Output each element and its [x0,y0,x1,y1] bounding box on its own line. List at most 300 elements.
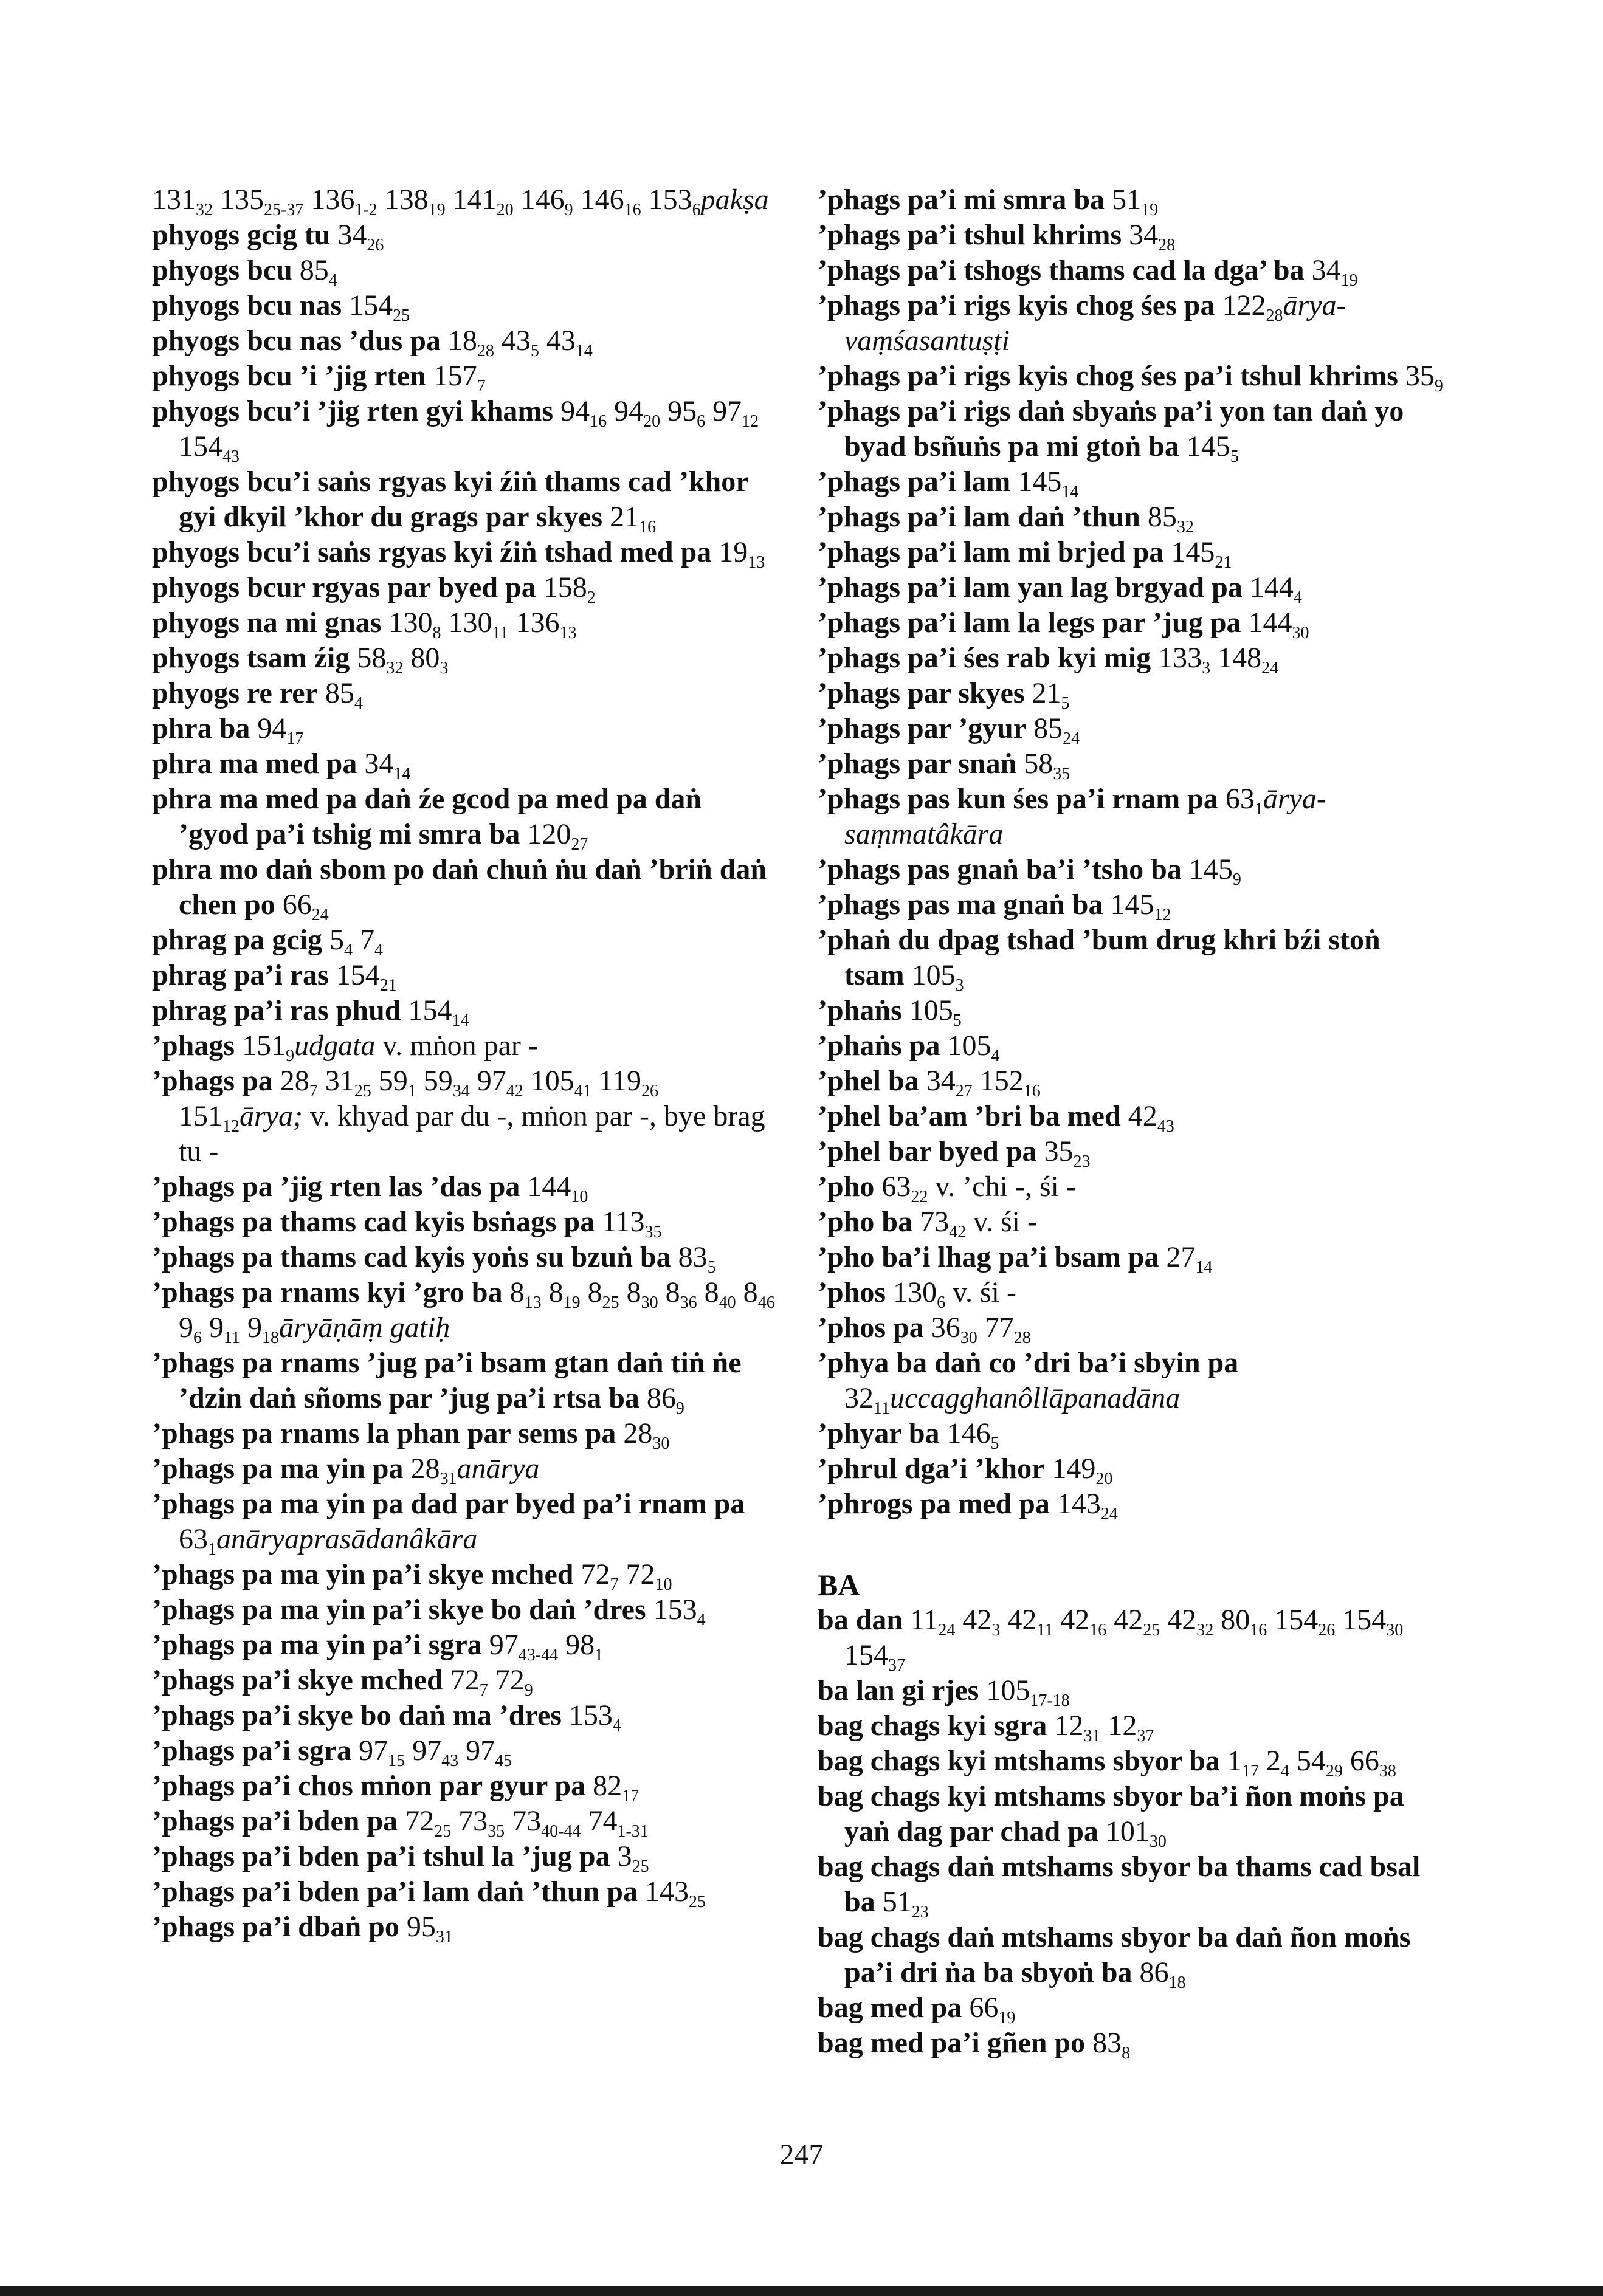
page-number-ref: 153 [648,184,692,216]
right-column [818,182,1444,2061]
index-entry [818,1240,1444,1275]
index-entry [818,923,1444,993]
entry-headword: ’phos [818,1276,886,1308]
sanskrit-equivalent: pakṣa [700,184,769,216]
line-number-ref: 7 [479,1680,488,1700]
page-reference [384,184,446,219]
line-number-ref: 16 [1089,1620,1107,1640]
line-number-ref: 27 [955,1081,973,1101]
page-reference [1018,466,1079,501]
page-number-ref: 94 [614,395,644,427]
page-number-ref: 154 [1274,1604,1319,1636]
page-reference [984,1311,1031,1347]
line-number-ref: 32 [1196,1620,1214,1640]
page-reference [477,1065,523,1101]
line-number-ref: 4 [354,693,363,713]
line-number-ref: 25 [434,1821,452,1841]
page-number-ref: 151 [242,1029,286,1062]
page-number-ref: 42 [1128,1100,1157,1132]
ba-entries [818,1603,1444,2061]
page-number-ref: 101 [1105,1815,1150,1847]
page-reference [548,1276,581,1312]
sanskrit-equivalent: ārya-saṃmatâkāra [844,783,1326,850]
page-reference [1221,1604,1267,1640]
line-number-ref: 32 [196,200,213,219]
index-entry [818,1487,1444,1522]
line-number-ref: 6 [193,1328,202,1347]
entry-headword: phyogs gcig tu [152,219,331,251]
index-entry [818,570,1444,605]
index-entry [152,394,778,464]
page-number-ref: 143 [644,1875,689,1908]
line-number-ref: 14 [1061,482,1079,501]
page-reference [433,360,486,396]
page-number-ref: 35 [1044,1135,1074,1167]
index-entry [152,182,778,218]
line-number-ref: 3 [440,658,449,678]
entry-headword: ’phaṅ du dpag tshad ’bum drug khri bźi stoṅ tsam [818,924,1381,991]
entry-headword: phra mo daṅ sbom po daṅ chuṅ ṅu daṅ ’briṅ daṅ chen po [152,853,767,921]
page-reference [209,1311,240,1347]
page-reference [466,1734,512,1770]
page-number-ref: 66 [282,888,312,921]
page-reference [1139,1956,1186,1992]
index-entry [152,253,778,288]
entry-headword: ’phags pa’i skye bo daṅ ma ’dres [152,1699,562,1731]
page-reference [909,994,962,1030]
entry-headword: phra ma med pa daṅ źe gcod pa med pa daṅ ’gyod pa’i tshig mi smra ba [152,783,702,850]
line-number-ref: 17 [1241,1761,1259,1781]
line-number-ref: 10 [655,1575,672,1594]
page-number-ref: 145 [1188,853,1233,885]
line-number-ref: 1-31 [617,1821,649,1841]
index-entry [152,1028,778,1064]
line-number-ref: 23 [911,1902,929,1922]
index-entry [152,1663,778,1698]
line-number-ref: 24 [311,905,329,924]
line-number-ref: 20 [496,200,514,219]
line-number-ref: 11 [492,623,509,642]
page-reference [1222,289,1283,325]
page-reference [743,1276,775,1312]
entry-headword: bag chags daṅ mtshams sbyor ba thams cad bsal ba [818,1851,1421,1918]
page-number-ref: 113 [602,1206,645,1238]
line-number-ref: 25 [688,1892,706,1911]
page-number-ref: 63 [881,1170,911,1203]
entry-headword: ’phel bar byed pa [818,1135,1037,1167]
index-entry [818,394,1444,464]
line-number-ref: 16 [639,517,657,537]
line-number-ref: 30 [641,1293,658,1312]
index-entry [818,500,1444,535]
page-number-ref: 8 [626,1276,641,1308]
line-number-ref: 43 [441,1751,459,1770]
entry-headword: bag med pa’i gñen po [818,2027,1086,2059]
page-number-ref: 154 [844,1639,888,1671]
page-reference [364,748,411,783]
page-reference [979,1065,1041,1101]
page-reference [560,395,607,431]
page-reference [257,712,304,748]
entry-headword: ’phags pa’i chos mṅon par gyur pa [152,1770,586,1802]
scan-edge [0,2286,1603,2296]
line-number-ref: 4 [612,1716,621,1735]
page-number-ref: 105 [911,959,956,991]
page-number-ref: 1 [1227,1745,1242,1777]
page-reference [357,642,404,678]
line-number-ref: 5 [1230,447,1239,466]
line-number-ref: 26 [641,1081,658,1101]
entry-headword: ’phags pa’i śes rab kyi mig [818,642,1151,674]
page-reference [179,1311,202,1347]
entry-headword: ’phags pa’i bden pa [152,1805,398,1837]
page-number-ref: 73 [920,1206,950,1238]
index-entry [818,852,1444,887]
page-number-ref: 8 [509,1276,525,1308]
entry-headword: ’phags pa’i lam la legs par ’jug pa [818,607,1241,639]
page-number: 247 [779,2139,824,2171]
page-reference [910,1604,956,1640]
sanskrit-equivalent: udgata [294,1029,376,1062]
page-reference [881,1170,928,1206]
entry-headword: ’pho ba [818,1206,913,1238]
page-number-ref: 2 [1266,1745,1281,1777]
page-number-ref: 154 [336,959,380,991]
line-number-ref: 25-37 [264,200,304,219]
page-reference [667,395,706,431]
page-reference [543,571,596,607]
index-entry [818,1064,1444,1099]
page-reference [844,1382,890,1418]
page-reference [337,219,384,255]
line-number-ref: 2 [587,588,596,607]
page-number-ref: 130 [388,607,433,639]
entry-headword: phra ba [152,712,250,744]
line-number-ref: 21 [1215,552,1232,572]
page-number-ref: 85 [1147,501,1177,533]
page-reference [587,1276,619,1312]
line-number-ref: 12 [222,1116,240,1136]
page-reference [336,959,397,995]
page-number-ref: 32 [844,1382,874,1414]
page-reference [311,184,377,219]
page-reference [450,1664,488,1700]
page-number-ref: 31 [325,1065,354,1097]
line-number-ref: 4 [1280,1761,1289,1781]
page-reference [1248,607,1309,642]
page-number-ref: 34 [1129,219,1159,251]
page-number-ref: 42 [1114,1604,1143,1636]
page-reference [1112,184,1159,219]
index-entry [152,1909,778,1945]
line-number-ref: 16 [590,411,607,431]
entry-headword: ’phags pa’i lam [818,466,1011,498]
page-reference [588,1805,649,1841]
index-entry [152,1346,778,1416]
line-number-ref: 35 [1053,764,1070,783]
cross-reference: v. mṅon par - [382,1029,538,1062]
page-number-ref: 144 [527,1170,571,1203]
entry-headword: ’phags pa’i sgra [152,1734,352,1767]
entry-headword: ’phags pa’i lam daṅ ’thun [818,501,1140,533]
sanskrit-equivalent: anārya [457,1452,540,1485]
section-heading: BA [818,1568,860,1602]
line-number-ref: 34 [452,1081,470,1101]
page-number-ref: 34 [926,1065,956,1097]
index-entry [152,535,778,570]
index-entry [152,605,778,641]
page-reference [489,1629,559,1665]
page-reference [515,607,577,642]
line-number-ref: 28 [1158,235,1176,255]
page-number-ref: 145 [1186,430,1230,462]
line-number-ref: 6 [697,411,706,431]
line-number-ref: 14 [452,1011,469,1030]
line-number-ref: 11 [874,1398,890,1418]
page-reference [1227,1745,1259,1781]
page-number-ref: 42 [1007,1604,1037,1636]
page-reference [1167,1604,1214,1640]
page-number-ref: 9 [179,1311,193,1344]
line-number-ref: 1 [407,1081,416,1101]
line-number-ref: 24 [1100,1504,1118,1524]
index-entry [152,1839,778,1874]
page-number-ref: 66 [969,1992,999,2024]
cross-reference: v. ’chi -, śi - [935,1170,1076,1203]
index-entry [818,2026,1444,2061]
page-number-ref: 138 [384,184,429,216]
line-number-ref: 32 [386,658,404,678]
entry-headword: bag chags kyi sgra [818,1710,1047,1742]
line-number-ref: 46 [757,1293,775,1312]
line-number-ref: 1 [1254,799,1263,819]
line-number-ref: 19 [998,2008,1016,2027]
page-number-ref: 130 [893,1276,937,1308]
page-reference [1188,853,1241,889]
entry-headword: phrag pa’i ras [152,959,329,991]
page-number-ref: 73 [512,1805,542,1837]
line-number-ref: 36 [680,1293,697,1312]
line-number-ref: 38 [1379,1761,1396,1781]
page-reference [614,395,661,431]
entry-headword: ’phags pas ma gnaṅ ba [818,888,1103,921]
line-number-ref: 26 [1318,1620,1336,1640]
index-entry [818,359,1444,394]
page-reference [1054,1710,1101,1745]
page-reference [1057,1488,1118,1524]
line-number-ref: 42 [949,1222,967,1242]
line-number-ref: 16 [624,200,641,219]
entry-headword: bag chags kyi mtshams sbyor ba’i ñon moṅs pa yaṅ dag par chad pa [818,1780,1404,1847]
index-entry [152,1487,778,1557]
right-entries [818,182,1444,1522]
index-entry [152,570,778,605]
page-reference [412,1734,459,1770]
entry-headword: ’phags par ’gyur [818,712,1027,744]
index-entry [818,1849,1444,1920]
line-number-ref: 18 [261,1328,279,1347]
entry-headword: ’phags pa’i mi smra ba [818,184,1105,216]
line-number-ref: 30 [652,1434,670,1453]
index-entry [152,218,778,253]
page-reference [911,959,964,995]
entry-headword: phrag pa’i ras phud [152,994,401,1026]
index-entry [818,1990,1444,2026]
entry-headword: phyogs bcu’i saṅs rgyas kyi źiṅ thams cad ’khor gyi dkyil ’khor du grags par skyes [152,466,748,533]
line-number-ref: 18 [1168,1973,1186,1992]
page-reference [844,1639,905,1675]
line-number-ref: 23 [1073,1152,1091,1171]
page-number-ref: 63 [179,1523,208,1555]
page-number-ref: 152 [979,1065,1024,1097]
page-reference [512,1805,581,1841]
line-number-ref: 43-44 [518,1645,559,1665]
page-reference [1218,642,1279,678]
page-reference [653,1593,706,1629]
page-number-ref: 51 [882,1886,912,1918]
entry-headword: ’phags pa’i rigs kyis chog śes pa [818,289,1215,321]
page-number-ref: 9 [209,1311,224,1344]
index-entry [818,1099,1444,1134]
entry-headword: ’phags pa ’jig rten las ’das pa [152,1170,520,1203]
entry-headword: ’phags pa thams cad kyis bsṅags pa [152,1206,595,1238]
index-entry [818,1603,1444,1673]
line-number-ref: 4 [374,940,384,960]
line-number-ref: 42 [506,1081,523,1101]
page-reference [527,818,588,854]
index-entry [152,641,778,676]
line-number-ref: 7 [309,1081,318,1101]
page-number-ref: 34 [364,748,394,780]
page-number-ref: 149 [1052,1452,1096,1485]
page-reference [1249,571,1302,607]
entry-headword: ’phags pa’i tshul khrims [818,219,1122,251]
page-number-ref: 9 [247,1311,262,1344]
entry-headword: ’phags pa’i dbaṅ po [152,1911,399,1943]
page-number-ref: 105 [530,1065,574,1097]
page-reference [242,1029,295,1065]
index-entry [818,1310,1444,1346]
page-number-ref: 80 [410,642,440,674]
index-entry [818,746,1444,782]
index-entry [152,1416,778,1451]
line-number-ref: 37 [888,1655,905,1675]
page-reference [1274,1604,1336,1640]
line-number-ref: 30 [1386,1620,1404,1640]
index-entry [818,1920,1444,1990]
page-reference [610,501,657,537]
line-number-ref: 19 [1340,270,1358,290]
index-entry [818,676,1444,711]
page-reference [946,1417,999,1453]
page-number-ref: 97 [466,1734,495,1767]
line-number-ref: 31 [435,1927,453,1947]
page-reference [1166,1241,1213,1277]
page-number-ref: 27 [1166,1241,1196,1273]
index-entry [152,1275,778,1346]
index-entry [152,323,778,359]
page-reference [325,677,363,713]
index-entry [818,182,1444,218]
page-number-ref: 97 [477,1065,506,1097]
line-number-ref: 26 [367,235,384,255]
line-number-ref: 45 [495,1751,512,1770]
page-reference [602,1206,662,1242]
page-reference [247,1311,279,1347]
page-reference [648,184,701,219]
page-number-ref: 18 [447,325,477,357]
entry-headword: ’phrogs pa med pa [818,1488,1050,1520]
line-number-ref: 41 [574,1081,591,1101]
page-number-ref: 144 [1248,607,1292,639]
page-number-ref: 120 [527,818,571,850]
line-number-ref: 19 [563,1293,581,1312]
page-reference [1266,1745,1289,1781]
page-number-ref: 154 [1342,1604,1387,1636]
line-number-ref: 4 [1293,588,1302,607]
entry-headword: ’phags pa ma yin pa [152,1452,404,1485]
sanskrit-equivalent: āryāṇāṃ gatiḥ [278,1311,450,1344]
page-reference [179,1523,216,1559]
page-reference [581,1558,619,1594]
page-reference [1024,748,1070,783]
page-number-ref: 8 [548,1276,564,1308]
page-number-ref: 77 [984,1311,1014,1344]
page-number-ref: 85 [325,677,354,709]
cross-reference: v. śi - [973,1206,1037,1238]
line-number-ref: 14 [1195,1257,1213,1277]
page-number-ref: 28 [410,1452,440,1485]
index-entry [818,1416,1444,1451]
page-number-ref: 80 [1221,1604,1250,1636]
index-entry [152,359,778,394]
entry-headword: ba lan gi rjes [818,1674,979,1707]
page-number-ref: 5 [329,924,345,956]
index-entry [152,1874,778,1909]
page-reference [1060,1604,1107,1640]
index-entry [818,218,1444,253]
entry-headword: ’phags pa’i skye mched [152,1664,443,1696]
line-number-ref: 17 [286,729,304,748]
line-number-ref: 40 [719,1293,736,1312]
page-reference [299,254,337,290]
line-number-ref: 4 [697,1610,706,1629]
line-number-ref: 30 [1292,623,1309,642]
entry-headword: phyogs bcu nas [152,289,342,321]
entry-headword: bag med pa [818,1992,962,2024]
index-entry [818,711,1444,746]
entry-headword: ’pho ba’i lhag pa’i bsam pa [818,1241,1159,1273]
entry-headword: ’phags pa’i tshogs thams cad la dga’ ba [818,254,1305,286]
page-number-ref: 54 [1296,1745,1326,1777]
index-entry [818,1346,1444,1416]
line-number-ref: 28 [477,341,494,360]
page-number-ref: 8 [704,1276,719,1308]
page-number-ref: 157 [433,360,477,392]
page-number-ref: 145 [1171,536,1215,568]
entry-headword: bag chags daṅ mtshams sbyor ba daṅ ñon moṅs pa’i dri ṅa ba sbyoṅ ba [818,1921,1411,1988]
line-number-ref: 10 [571,1187,588,1206]
page-reference [704,1276,736,1312]
page-reference [893,1276,946,1312]
line-number-ref: 13 [748,552,765,572]
index-entry [818,782,1444,852]
line-number-ref: 16 [1023,1081,1041,1101]
page-reference [447,325,494,360]
page-reference [678,1241,716,1277]
page-reference [1147,501,1194,537]
entry-headword: phyogs bcur rgyas par byed pa [152,571,536,603]
